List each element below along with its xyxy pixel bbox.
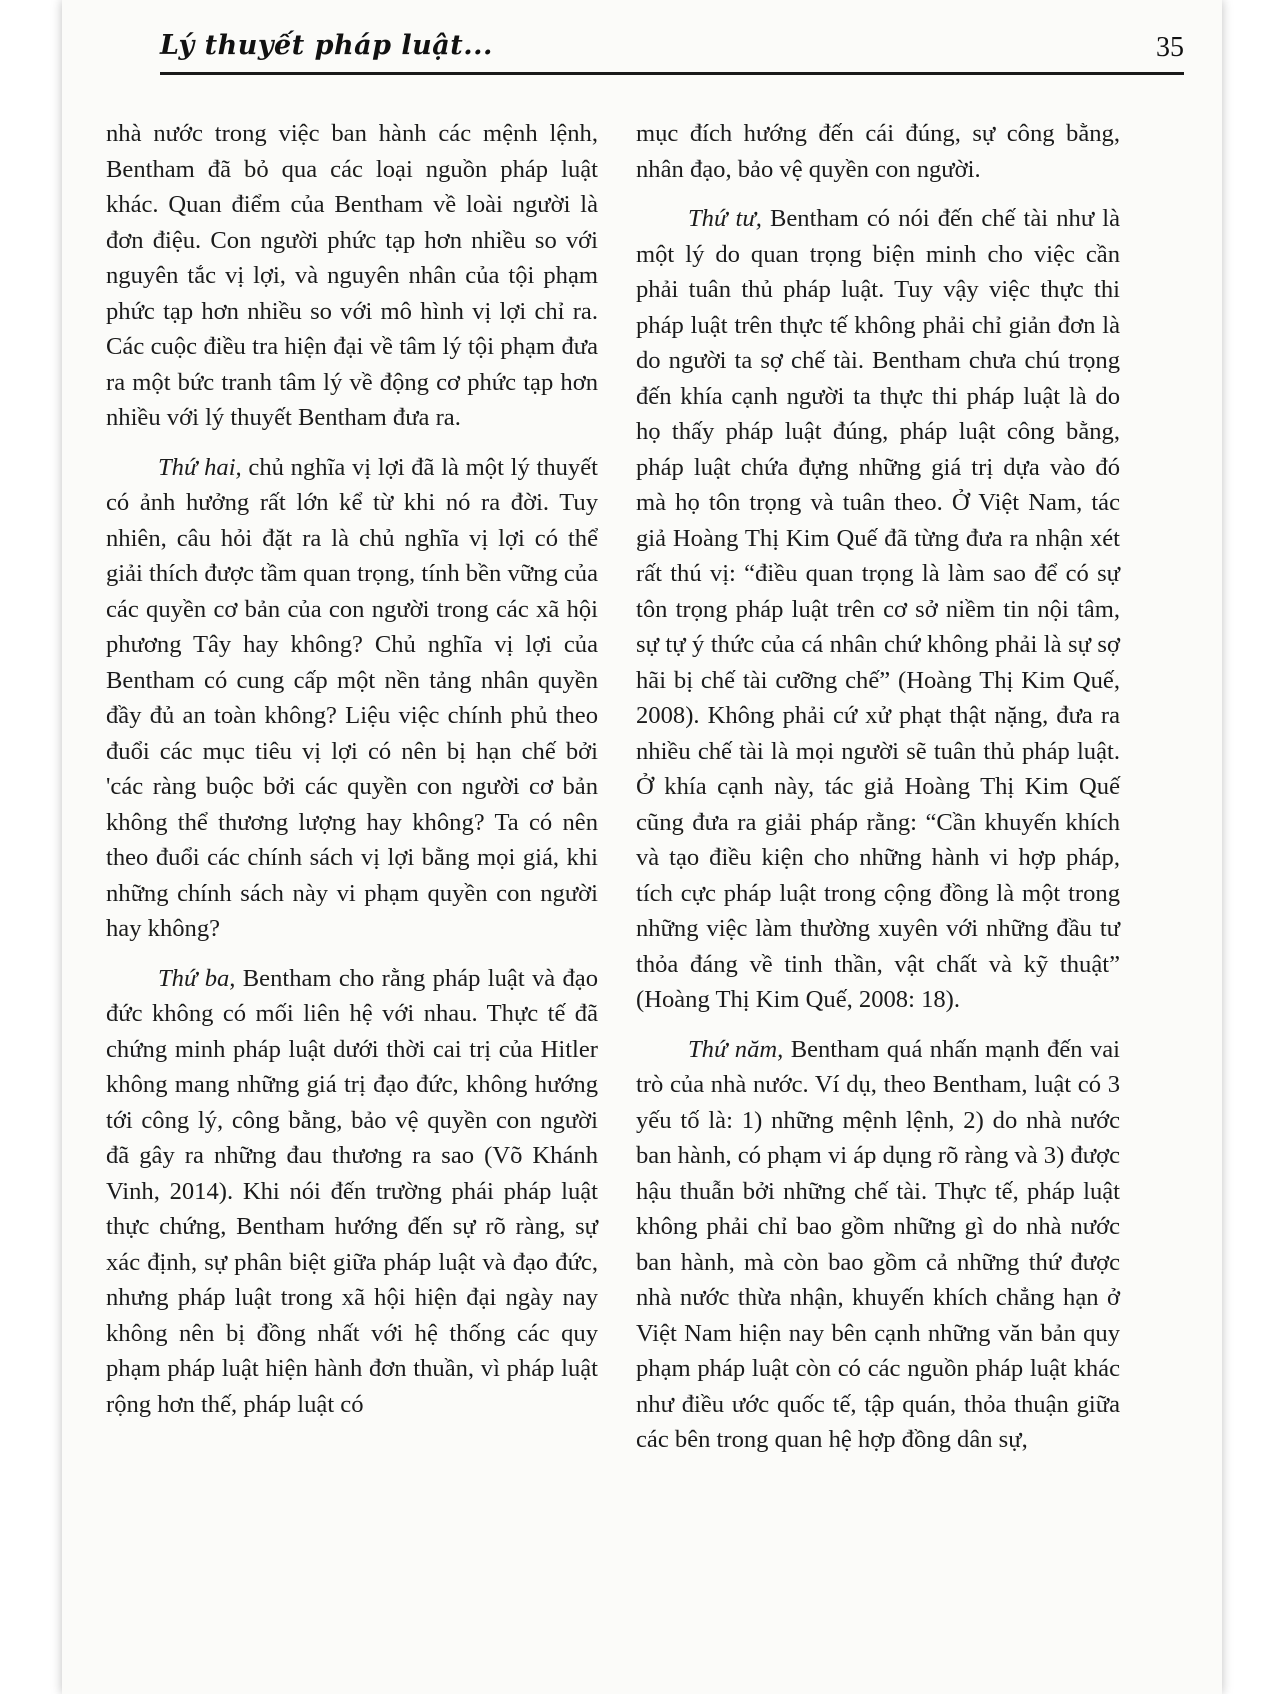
left-column xyxy=(106,116,598,1422)
running-title: Lý thuyết pháp luật... xyxy=(160,30,493,61)
paragraph-text: Bentham quá nhấn mạnh đến vai trò của nhà nước. Ví dụ, theo Bentham, luật có 3 yếu tố là: 1) những mệnh lệnh, 2) do nhà nước ban hành, có phạm vi áp dụng rõ ràng và 3) được hậu thuẫn bởi những chế tài. Thực tế, pháp luật không phải chỉ bao gồm những gì do nhà nước ban hành, mà còn bao gồm cả những thứ được nhà nước thừa nhận, khuyến khích chẳng hạn ở Việt Nam hiện nay bên cạnh những văn bản quy phạm pháp luật còn có các nguồn pháp luật khác như điều ước quốc tế, tập quán, thỏa thuận giữa các bên trong quan hệ hợp đồng dân sự, xyxy=(636,1035,1120,1453)
header-rule xyxy=(160,72,1184,75)
paragraph-lead: Thứ năm, xyxy=(688,1035,784,1063)
paragraph-text: Bentham có nói đến chế tài như là một lý do quan trọng biện minh cho việc cần phải tuân thủ pháp luật. Tuy vậy việc thực thi pháp luật trên thực tế không phải chỉ giản đơn là do người ta sợ chế tài. Bentham chưa chú trọng đến khía cạnh người ta thực thi pháp luật là do họ thấy pháp luật đúng, pháp luật công bằng, pháp luật chứa đựng những giá trị dựa vào đó mà họ tôn trọng và tuân theo. Ở Việt Nam, tác giả Hoàng Thị Kim Quế đã từng đưa ra nhận xét rất thú vị: “điều quan trọng là làm sao để có sự tôn trọng pháp luật trên cơ sở niềm tin nội tâm, sự tự ý thức của cá nhân chứ không phải là sự sợ hãi bị chế tài cưỡng chế” (Hoàng Thị Kim Quế, 2008). Không phải cứ xử phạt thật nặng, đưa ra nhiều chế tài là mọi người sẽ tuân thủ pháp luật. Ở khía cạnh này, tác giả Hoàng Thị Kim Quế cũng đưa ra giải pháp rằng: “Cần khuyến khích và tạo điều kiện cho những hành vi hợp pháp, tích cực pháp luật trong cộng đồng là một trong những việc làm thường xuyên với những đầu tư thỏa đáng về tinh thần, vật chất và kỹ thuật” (Hoàng Thị Kim Quế, 2008: 18). xyxy=(636,205,1120,1013)
paragraph-thu-ba xyxy=(106,961,598,1423)
page-number: 35 xyxy=(1156,32,1184,63)
paragraph-text: mục đích hướng đến cái đúng, sự công bằng, nhân đạo, bảo vệ quyền con người. xyxy=(636,120,1120,183)
paragraph-thu-tu xyxy=(636,201,1120,1018)
paragraph-lead: Thứ ba, xyxy=(158,964,236,992)
paragraph-lead: Thứ hai, xyxy=(158,453,242,481)
paragraph-continued xyxy=(636,116,1120,187)
paragraph-continued xyxy=(106,116,598,436)
paragraph-thu-hai xyxy=(106,450,598,947)
paragraph-lead: Thứ tư, xyxy=(688,205,762,232)
page-header xyxy=(160,24,1184,76)
right-column xyxy=(636,116,1120,1458)
paragraph-text: chủ nghĩa vị lợi đã là một lý thuyết có ảnh hưởng rất lớn kể từ khi nó ra đời. Tuy nhiên, câu hỏi đặt ra là chủ nghĩa vị lợi có thể giải thích được tầm quan trọng, tính bền vững của các quyền cơ bản của con người trong các xã hội phương Tây hay không? Chủ nghĩa vị lợi của Bentham có cung cấp một nền tảng nhân quyền đầy đủ an toàn không? Liệu việc chính phủ theo đuổi các mục tiêu vị lợi có nên bị hạn chế bởi 'các ràng buộc bởi các quyền con người cơ bản không thể thương lượng hay không? Ta có nên theo đuổi các chính sách vị lợi bằng mọi giá, khi những chính sách này vi phạm quyền con người hay không? xyxy=(106,453,598,942)
paragraph-text: Bentham cho rằng pháp luật và đạo đức không có mối liên hệ với nhau. Thực tế đã chứng minh pháp luật dưới thời cai trị của Hitler không mang những giá trị đạo đức, không hướng tới công lý, công bằng, bảo vệ quyền con người đã gây ra những đau thương ra sao (Võ Khánh Vinh, 2014). Khi nói đến trường phái pháp luật thực chứng, Bentham hướng đến sự rõ ràng, sự xác định, sự phân biệt giữa pháp luật và đạo đức, nhưng pháp luật trong xã hội hiện đại ngày nay không nên bị đồng nhất với hệ thống các quy phạm pháp luật hiện hành đơn thuần, vì pháp luật rộng hơn thế, pháp luật có xyxy=(106,964,598,1418)
paragraph-thu-nam xyxy=(636,1032,1120,1458)
paragraph-text: nhà nước trong việc ban hành các mệnh lệnh, Bentham đã bỏ qua các loại nguồn pháp luật khác. Quan điểm của Bentham về loài người là đơn điệu. Con người phức tạp hơn nhiều so với nguyên tắc vị lợi, và nguyên nhân của tội phạm phức tạp hơn nhiều so với mô hình vị lợi chỉ ra. Các cuộc điều tra hiện đại về tâm lý tội phạm đưa ra một bức tranh tâm lý về động cơ phức tạp hơn nhiều với lý thuyết Bentham đưa ra. xyxy=(106,120,598,431)
